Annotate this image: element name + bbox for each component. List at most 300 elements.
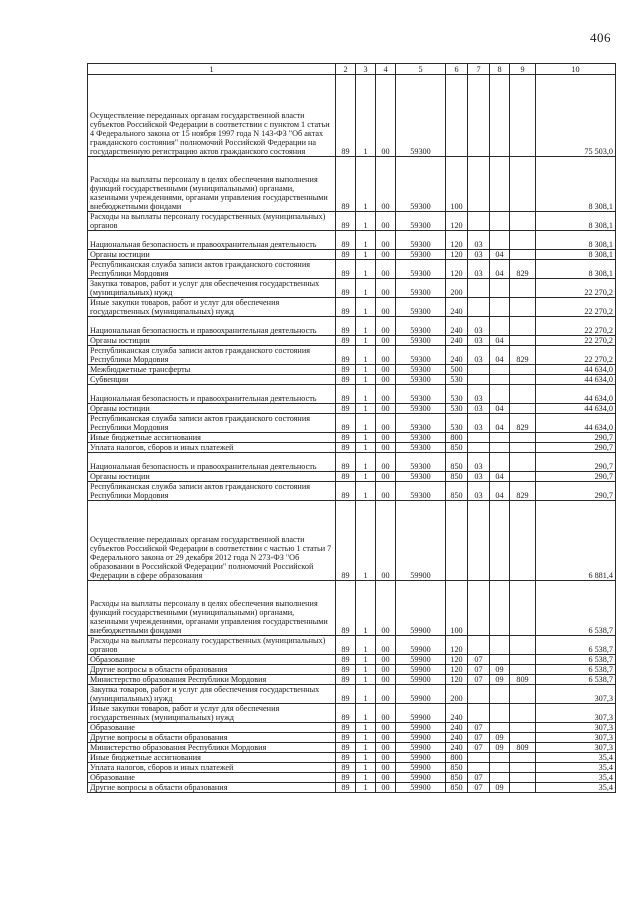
code-col7: 03 [468,414,490,433]
code-col9: 829 [510,260,536,279]
code-col4: 00 [376,298,396,317]
code-col9 [510,685,536,704]
amount-col10: 6 538,7 [536,665,616,675]
code-col4: 00 [376,260,396,279]
code-col8: 09 [490,733,510,743]
code-col8 [490,443,510,453]
amount-col10: 6 538,7 [536,655,616,665]
code-col3: 1 [356,743,376,753]
amount-col10: 290,7 [536,433,616,443]
table-row [88,298,616,317]
item-name: Министерство образования Республики Мордовия [88,675,336,685]
item-name: Другие вопросы в области образования [88,783,336,793]
code-col6: 120 [446,665,468,675]
code-col2: 89 [336,581,356,636]
code-col2: 89 [336,743,356,753]
table-row [88,501,616,581]
table-row [88,443,616,453]
code-col3: 1 [356,453,376,472]
code-col9 [510,365,536,375]
code-col8 [490,317,510,336]
item-name: Республиканская служба записи актов гражданского состояния Республики Мордовия [88,482,336,501]
item-name: Органы юстиции [88,404,336,414]
code-col5: 59300 [396,404,446,414]
code-col4: 00 [376,250,396,260]
code-col4: 00 [376,655,396,665]
table-row [88,433,616,443]
item-name: Иные закупки товаров, работ и услуг для обеспечения государственных (муниципальных) нужд [88,298,336,317]
code-col4: 00 [376,482,396,501]
code-col7 [468,212,490,231]
code-col4: 00 [376,743,396,753]
code-col9 [510,704,536,723]
code-col4: 00 [376,773,396,783]
code-col5: 59300 [396,472,446,482]
code-col8 [490,75,510,157]
code-col8: 04 [490,404,510,414]
code-col5: 59300 [396,414,446,433]
code-col2: 89 [336,685,356,704]
code-col3: 1 [356,636,376,655]
code-col9 [510,75,536,157]
code-col3: 1 [356,375,376,385]
code-col2: 89 [336,336,356,346]
code-col6: 850 [446,453,468,472]
item-name: Республиканская служба записи актов гражданского состояния Республики Мордовия [88,260,336,279]
code-col9 [510,501,536,581]
code-col8: 04 [490,482,510,501]
code-col2: 89 [336,753,356,763]
code-col5: 59300 [396,250,446,260]
code-col3: 1 [356,414,376,433]
code-col2: 89 [336,665,356,675]
item-name: Уплата налогов, сборов и иных платежей [88,763,336,773]
code-col3: 1 [356,675,376,685]
code-col5: 59900 [396,636,446,655]
code-col6: 240 [446,733,468,743]
code-col2: 89 [336,763,356,773]
code-col5: 59900 [396,501,446,581]
code-col2: 89 [336,157,356,212]
table-row [88,482,616,501]
code-col2: 89 [336,404,356,414]
code-col8 [490,231,510,250]
code-col2: 89 [336,279,356,298]
code-col3: 1 [356,472,376,482]
code-col9 [510,157,536,212]
code-col6: 850 [446,472,468,482]
code-col3: 1 [356,317,376,336]
code-col5: 59900 [396,685,446,704]
code-col7: 03 [468,404,490,414]
item-name: Осуществление переданных органам государственной власти субъектов Российской Федерации в соответствии с частью 1 статьи 7 Федерального закона от 29 декабря 2012 года N 273-ФЗ "Об образовании в Российской Федерации" полномочий Российской Федерации в сфере образования [88,501,336,581]
table-row [88,655,616,665]
item-name: Национальная безопасность и правоохранительная деятельность [88,231,336,250]
code-col6: 240 [446,743,468,753]
code-col3: 1 [356,260,376,279]
code-col4: 00 [376,433,396,443]
item-name: Уплата налогов, сборов и иных платежей [88,443,336,453]
code-col5: 59300 [396,260,446,279]
code-col7: 07 [468,783,490,793]
amount-col10: 44 634,0 [536,385,616,404]
amount-col10: 22 270,2 [536,298,616,317]
code-col7: 03 [468,250,490,260]
column-header: 8 [490,64,510,75]
code-col7 [468,685,490,704]
item-name: Республиканская служба записи актов гражданского состояния Республики Мордовия [88,414,336,433]
code-col5: 59300 [396,346,446,365]
code-col7: 07 [468,655,490,665]
code-col2: 89 [336,655,356,665]
code-col6: 240 [446,704,468,723]
table-row [88,743,616,753]
code-col5: 59300 [396,212,446,231]
code-col2: 89 [336,723,356,733]
table-row [88,704,616,723]
code-col2: 89 [336,482,356,501]
item-name: Субвенции [88,375,336,385]
code-col2: 89 [336,317,356,336]
code-col8 [490,636,510,655]
amount-col10: 35,4 [536,783,616,793]
code-col5: 59300 [396,365,446,375]
code-col9 [510,433,536,443]
code-col8 [490,433,510,443]
page-number: 406 [590,30,611,45]
code-col7 [468,763,490,773]
code-col2: 89 [336,472,356,482]
item-name: Иные бюджетные ассигнования [88,433,336,443]
code-col6: 240 [446,346,468,365]
code-col2: 89 [336,433,356,443]
code-col2: 89 [336,773,356,783]
code-col6: 850 [446,763,468,773]
code-col6: 240 [446,317,468,336]
table-row [88,733,616,743]
item-name: Расходы на выплаты персоналу в целях обеспечения выполнения функций государственными (муниципальными) органами, казенными учреждениями, органами управления государственными внебюджетными фондами [88,581,336,636]
amount-col10: 8 308,1 [536,212,616,231]
code-col3: 1 [356,763,376,773]
code-col4: 00 [376,665,396,675]
amount-col10: 307,3 [536,723,616,733]
table-row [88,675,616,685]
table-row [88,346,616,365]
amount-col10: 44 634,0 [536,414,616,433]
table-row [88,581,616,636]
code-col7 [468,443,490,453]
code-col9 [510,581,536,636]
code-col6: 240 [446,298,468,317]
code-col5: 59300 [396,279,446,298]
code-col7: 03 [468,482,490,501]
column-header: 10 [536,64,616,75]
code-col8 [490,212,510,231]
code-col3: 1 [356,581,376,636]
code-col6: 800 [446,753,468,763]
code-col4: 00 [376,636,396,655]
code-col8 [490,685,510,704]
column-header: 1 [88,64,336,75]
code-col5: 59300 [396,443,446,453]
table-row [88,385,616,404]
code-col7: 03 [468,385,490,404]
code-col8 [490,298,510,317]
table-row [88,636,616,655]
amount-col10: 35,4 [536,763,616,773]
code-col7 [468,753,490,763]
code-col5: 59300 [396,385,446,404]
budget-table [87,63,616,793]
code-col7: 03 [468,231,490,250]
code-col9 [510,472,536,482]
code-col2: 89 [336,346,356,365]
code-col4: 00 [376,336,396,346]
amount-col10: 22 270,2 [536,317,616,336]
code-col6: 120 [446,231,468,250]
code-col2: 89 [336,783,356,793]
code-col6: 530 [446,385,468,404]
code-col7: 03 [468,346,490,365]
code-col2: 89 [336,231,356,250]
table-row [88,231,616,250]
code-col8 [490,753,510,763]
code-col5: 59900 [396,655,446,665]
item-name: Другие вопросы в области образования [88,665,336,675]
column-header: 2 [336,64,356,75]
code-col8 [490,385,510,404]
item-name: Иные закупки товаров, работ и услуг для обеспечения государственных (муниципальных) нужд [88,704,336,723]
code-col5: 59900 [396,743,446,753]
item-name: Национальная безопасность и правоохранительная деятельность [88,317,336,336]
code-col8 [490,501,510,581]
code-col3: 1 [356,655,376,665]
code-col2: 89 [336,453,356,472]
code-col3: 1 [356,212,376,231]
item-name: Закупка товаров, работ и услуг для обеспечения государственных (муниципальных) нужд [88,685,336,704]
code-col9 [510,298,536,317]
item-name: Расходы на выплаты персоналу в целях обеспечения выполнения функций государственными (муниципальными) органами, казенными учреждениями, органами управления государственными внебюджетными фондами [88,157,336,212]
code-col2: 89 [336,250,356,260]
code-col6: 200 [446,685,468,704]
code-col2: 89 [336,443,356,453]
code-col6: 120 [446,655,468,665]
amount-col10: 307,3 [536,743,616,753]
code-col7: 07 [468,723,490,733]
amount-col10: 307,3 [536,733,616,743]
code-col4: 00 [376,157,396,212]
item-name: Закупка товаров, работ и услуг для обеспечения государственных (муниципальных) нужд [88,279,336,298]
code-col4: 00 [376,733,396,743]
code-col3: 1 [356,365,376,375]
code-col8 [490,375,510,385]
code-col3: 1 [356,753,376,763]
code-col4: 00 [376,501,396,581]
code-col9 [510,753,536,763]
amount-col10: 44 634,0 [536,375,616,385]
code-col7 [468,375,490,385]
table-row [88,453,616,472]
code-col6: 240 [446,336,468,346]
code-col3: 1 [356,336,376,346]
item-name: Осуществление переданных органам государственной власти субъектов Российской Федерации в соответствии с пунктом 1 статьи 4 Федерального закона от 15 ноября 1997 года N 143-ФЗ "Об актах гражданского состояния" полномочий Российской Федерации на государственную регистрацию актов гражданского состояния [88,75,336,157]
code-col8: 09 [490,783,510,793]
code-col9 [510,404,536,414]
code-col7: 07 [468,733,490,743]
amount-col10: 35,4 [536,773,616,783]
code-col6: 530 [446,414,468,433]
code-col9 [510,336,536,346]
code-col8: 04 [490,250,510,260]
code-col9: 829 [510,414,536,433]
code-col9 [510,733,536,743]
code-col5: 59300 [396,157,446,212]
code-col7: 03 [468,472,490,482]
amount-col10: 35,4 [536,753,616,763]
code-col8 [490,279,510,298]
code-col8: 04 [490,414,510,433]
table-row [88,375,616,385]
code-col7: 07 [468,675,490,685]
code-col2: 89 [336,75,356,157]
code-col5: 59300 [396,298,446,317]
amount-col10: 8 308,1 [536,231,616,250]
code-col7 [468,157,490,212]
code-col3: 1 [356,157,376,212]
code-col3: 1 [356,685,376,704]
code-col9: 829 [510,346,536,365]
code-col6: 850 [446,482,468,501]
code-col7: 03 [468,260,490,279]
header-row [88,64,616,75]
code-col8 [490,655,510,665]
code-col4: 00 [376,365,396,375]
code-col4: 00 [376,753,396,763]
code-col6: 120 [446,260,468,279]
column-header: 5 [396,64,446,75]
item-name: Органы юстиции [88,472,336,482]
table-row [88,685,616,704]
code-col5: 59900 [396,581,446,636]
code-col3: 1 [356,733,376,743]
code-col4: 00 [376,472,396,482]
code-col8 [490,723,510,733]
code-col2: 89 [336,414,356,433]
amount-col10: 6 538,7 [536,581,616,636]
code-col6: 850 [446,783,468,793]
amount-col10: 290,7 [536,472,616,482]
code-col4: 00 [376,231,396,250]
table-row [88,773,616,783]
code-col9 [510,250,536,260]
item-name: Национальная безопасность и правоохранительная деятельность [88,453,336,472]
code-col8 [490,157,510,212]
code-col7 [468,636,490,655]
code-col5: 59300 [396,336,446,346]
item-name: Иные бюджетные ассигнования [88,753,336,763]
code-col3: 1 [356,773,376,783]
code-col7: 03 [468,317,490,336]
amount-col10: 6 538,7 [536,636,616,655]
amount-col10: 75 503,0 [536,75,616,157]
code-col7 [468,501,490,581]
code-col3: 1 [356,231,376,250]
column-header: 4 [376,64,396,75]
code-col5: 59900 [396,675,446,685]
code-col7: 03 [468,453,490,472]
code-col7 [468,279,490,298]
code-col2: 89 [336,212,356,231]
code-col2: 89 [336,298,356,317]
code-col5: 59300 [396,75,446,157]
table-row [88,414,616,433]
code-col2: 89 [336,636,356,655]
code-col5: 59900 [396,723,446,733]
code-col4: 00 [376,375,396,385]
code-col9 [510,763,536,773]
code-col4: 00 [376,763,396,773]
code-col8: 09 [490,665,510,675]
code-col7 [468,365,490,375]
code-col4: 00 [376,723,396,733]
table-row [88,260,616,279]
amount-col10: 44 634,0 [536,404,616,414]
column-header: 6 [446,64,468,75]
code-col2: 89 [336,260,356,279]
item-name: Межбюджетные трансферты [88,365,336,375]
table-row [88,317,616,336]
amount-col10: 8 308,1 [536,260,616,279]
table-row [88,365,616,375]
item-name: Образование [88,723,336,733]
code-col2: 89 [336,704,356,723]
code-col9 [510,723,536,733]
code-col9: 809 [510,743,536,753]
code-col2: 89 [336,365,356,375]
code-col9 [510,665,536,675]
code-col6 [446,75,468,157]
code-col6: 120 [446,675,468,685]
code-col6: 200 [446,279,468,298]
code-col5: 59300 [396,375,446,385]
table-body [88,75,616,793]
code-col6: 120 [446,250,468,260]
code-col5: 59900 [396,783,446,793]
code-col9: 809 [510,675,536,685]
item-name: Органы юстиции [88,336,336,346]
code-col8: 04 [490,336,510,346]
code-col6: 850 [446,773,468,783]
table-row [88,472,616,482]
code-col9 [510,385,536,404]
item-name: Другие вопросы в области образования [88,733,336,743]
code-col9 [510,453,536,472]
code-col8 [490,581,510,636]
column-header: 3 [356,64,376,75]
code-col7: 07 [468,665,490,675]
code-col8: 04 [490,260,510,279]
item-name: Национальная безопасность и правоохранительная деятельность [88,385,336,404]
code-col6: 530 [446,404,468,414]
code-col4: 00 [376,443,396,453]
code-col2: 89 [336,385,356,404]
code-col4: 00 [376,212,396,231]
table-row [88,404,616,414]
item-name: Образование [88,655,336,665]
table-row [88,723,616,733]
code-col5: 59900 [396,773,446,783]
code-col8 [490,453,510,472]
